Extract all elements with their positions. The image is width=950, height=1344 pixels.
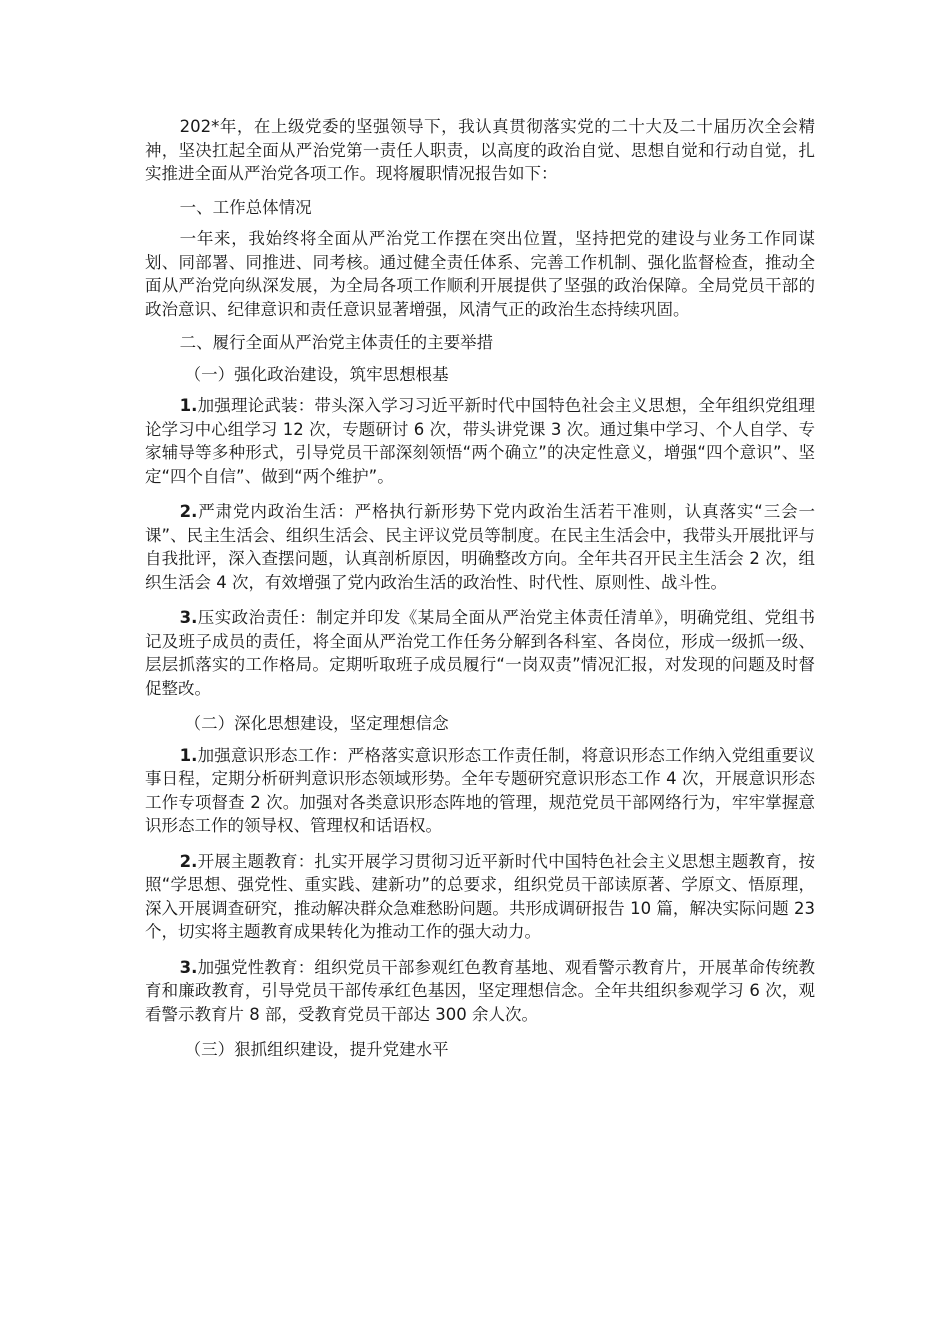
item-text: 加强理论武装：带头深入学习习近平新时代中国特色社会主义思想，全年组织党组理论学习中心组学习 12 次，专题研讨 6 次，带头讲党课 3 次。通过集中学习、个人自学、专家辅导等多种形式，引导党员干部深刻领悟“两个确立”的决定性意义，增强“四个意识”、坚定“四个自信”、做到“两个维护”。 [145, 396, 815, 486]
subsection-2-item-3 [145, 956, 815, 1027]
subsection-2-item-1 [145, 744, 815, 838]
section-2-title: 二、履行全面从严治党主体责任的主要举措 [179, 333, 494, 352]
subsection-1-item-1 [145, 394, 815, 488]
item-number: 2. [179, 502, 198, 521]
item-text: 严肃党内政治生活：严格执行新形势下党内政治生活若干准则，认真落实“三会一课”、民主生活会、组织生活会、民主评议党员等制度。在民主生活会中，我带头开展批评与自我批评，深入查摆问题，认真剖析原因，明确整改方向。全年共召开民主生活会 2 次，组织生活会 4 次，有效增强了党内政治生活的政治性、时代性、原则性、战斗性。 [145, 502, 815, 592]
item-number: 3. [179, 608, 198, 627]
item-text: 开展主题教育：扎实开展学习贯彻习近平新时代中国特色社会主义思想主题教育，按照“学思想、强党性、重实践、建新功”的总要求，组织党员干部读原著、学原文、悟原理，深入开展调查研究，推动解决群众急难愁盼问题。共形成调研报告 10 篇，解决实际问题 23 个，切实将主题教育成果转化为推动工作的强大动力。 [145, 851, 815, 941]
item-text: 压实政治责任：制定并印发《某局全面从严治党主体责任清单》，明确党组、党组书记及班子成员的责任，将全面从严治党工作任务分解到各科室、各岗位，形成一级抓一级、层层抓落实的工作格局。定期听取班子成员履行“一岗双责”情况汇报，对发现的问题及时督促整改。 [145, 608, 815, 698]
subsection-1-item-2 [145, 500, 815, 594]
document-page [145, 115, 815, 1062]
subsection-2-title: （二）深化思想建设，坚定理想信念 [184, 714, 449, 733]
subsection-1-title: （一）强化政治建设，筑牢思想根基 [184, 364, 449, 384]
item-number: 1. [179, 745, 198, 765]
subsection-3-title: （三）狠抓组织建设，提升党建水平 [184, 1040, 449, 1059]
subsection-2-item-2 [145, 850, 815, 944]
item-number: 3. [179, 957, 198, 977]
item-number: 1. [179, 396, 198, 415]
item-text: 加强党性教育：组织党员干部参观红色教育基地、观看警示教育片，开展革命传统教育和廉政教育，引导党员干部传承红色基因，坚定理想信念。全年共组织参观学习 6 次，观看警示教育片 8 部，受教育党员干部达 300 余人次。 [145, 957, 815, 1024]
section-1-body: 一年来，我始终将全面从严治党工作摆在突出位置，坚持把党的建设与业务工作同谋划、同部署、同推进、同考核。通过健全责任体系、完善工作机制、强化监督检查，推动全面从严治党向纵深发展，为全局各项工作顺利开展提供了坚强的政治保障。全局党员干部的政治意识、纪律意识和责任意识显著增强，风清气正的政治生态持续巩固。 [145, 229, 815, 319]
section-1-title: 一、工作总体情况 [179, 197, 312, 217]
item-text: 加强意识形态工作：严格落实意识形态工作责任制，将意识形态工作纳入党组重要议事日程，定期分析研判意识形态领域形势。全年专题研究意识形态工作 4 次，开展意识形态工作专项督查 2 次。加强对各类意识形态阵地的管理，规范党员干部网络行为，牢牢掌握意识形态工作的领导权、管理权和话语权。 [145, 745, 815, 835]
intro-paragraph: 202*年，在上级党委的坚强领导下，我认真贯彻落实党的二十大及二十届历次全会精神，坚决扛起全面从严治党第一责任人职责，以高度的政治自觉、思想自觉和行动自觉，扎实推进全面从严治党各项工作。现将履职情况报告如下： [145, 117, 815, 183]
item-number: 2. [179, 851, 198, 871]
subsection-1-item-3 [145, 606, 815, 700]
